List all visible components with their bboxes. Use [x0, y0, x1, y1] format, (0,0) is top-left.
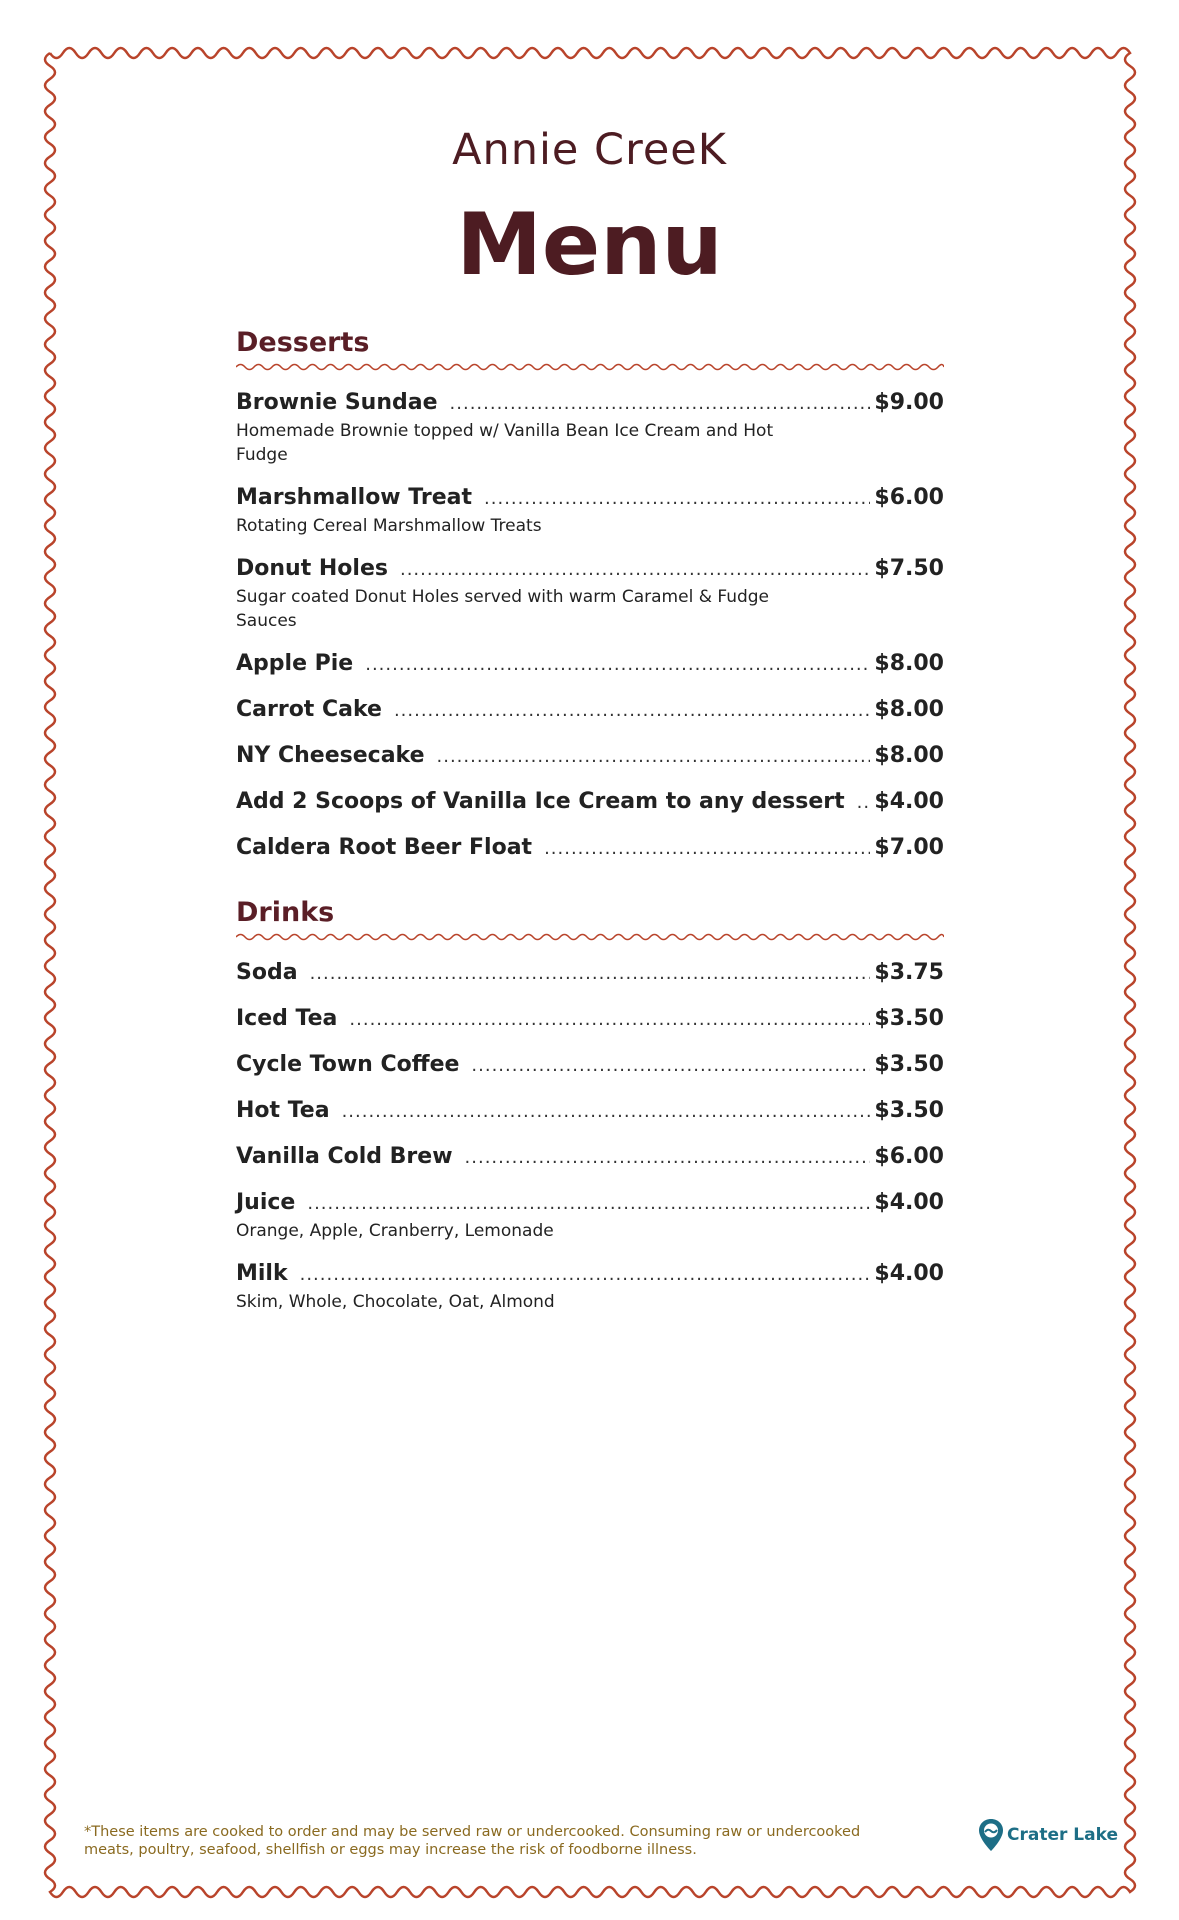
menu-item	[236, 484, 944, 538]
section-divider	[236, 931, 944, 943]
menu-item-name: Carrot Cake	[236, 697, 382, 722]
menu-item	[236, 742, 944, 771]
menu-item-line	[236, 696, 944, 725]
menu-item	[236, 788, 944, 817]
menu-item-description: Skim, Whole, Chocolate, Oat, Almond	[236, 1292, 555, 1312]
dot-leader	[394, 697, 870, 725]
menu-item	[236, 555, 944, 633]
drinks-section	[236, 897, 944, 1331]
dot-leader	[437, 743, 871, 771]
dot-leader	[349, 1006, 870, 1034]
section-title-desserts: Desserts	[236, 327, 370, 358]
menu-item-description: Sugar coated Donut Holes served with warm Caramel & Fudge Sauces	[236, 587, 770, 631]
menu-item-name: Brownie Sundae	[236, 390, 438, 415]
dot-leader	[365, 651, 870, 679]
menu-item-name: Cycle Town Coffee	[236, 1052, 460, 1077]
dot-leader	[450, 390, 871, 418]
menu-item-line	[236, 1260, 944, 1289]
menu-item-price: $8.00	[874, 651, 944, 676]
dot-leader	[465, 1144, 871, 1172]
menu-item-price: $3.75	[874, 960, 944, 985]
section-title-drinks: Drinks	[236, 897, 335, 928]
dot-leader	[484, 485, 870, 513]
menu-item	[236, 1260, 944, 1314]
menu-item-price: $4.00	[874, 1261, 944, 1286]
menu-item-price: $7.00	[874, 835, 944, 860]
crater-lake-logo	[978, 1818, 1118, 1852]
menu-item-name: Add 2 Scoops of Vanilla Ice Cream to any dessert	[236, 789, 845, 814]
menu-item-name: Caldera Root Beer Float	[236, 835, 533, 860]
menu-item-price: $8.00	[874, 697, 944, 722]
menu-item	[236, 650, 944, 679]
menu-item-line	[236, 742, 944, 771]
dot-leader	[544, 835, 870, 863]
desserts-section	[236, 327, 944, 880]
menu-item-price: $4.00	[874, 1190, 944, 1215]
menu-item-price: $3.50	[874, 1006, 944, 1031]
menu-item	[236, 1051, 944, 1080]
menu-item	[236, 959, 944, 988]
dot-leader	[300, 1261, 871, 1289]
menu-item-line	[236, 1005, 944, 1034]
menu-item-line	[236, 1189, 944, 1218]
menu-item-line	[236, 959, 944, 988]
dot-leader	[471, 1052, 870, 1080]
menu-item-price: $3.50	[874, 1098, 944, 1123]
menu-item-price: $7.50	[874, 556, 944, 581]
dot-leader	[342, 1098, 871, 1126]
menu-item-price: $9.00	[874, 390, 944, 415]
menu-item	[236, 389, 944, 467]
menu-item-line	[236, 650, 944, 679]
menu-item-line	[236, 1051, 944, 1080]
menu-item	[236, 696, 944, 725]
restaurant-name: Annie CreeK	[452, 125, 727, 175]
menu-item-line	[236, 1097, 944, 1126]
menu-item-name: NY Cheesecake	[236, 743, 425, 768]
logo-text: Crater Lake	[1007, 1825, 1118, 1845]
menu-item	[236, 834, 944, 863]
dot-leader	[310, 960, 871, 988]
menu-item	[236, 1189, 944, 1243]
menu-item-description: Homemade Brownie topped w/ Vanilla Bean Ice Cream and Hot Fudge	[236, 421, 774, 465]
menu-item-name: Hot Tea	[236, 1098, 330, 1123]
menu-item-name: Milk	[236, 1261, 288, 1286]
section-divider	[236, 361, 944, 373]
menu-item-name: Apple Pie	[236, 651, 354, 676]
menu-item	[236, 1097, 944, 1126]
menu-item-name: Soda	[236, 960, 298, 985]
menu-item-line	[236, 1143, 944, 1172]
menu-item-line	[236, 389, 944, 418]
menu-item-price: $6.00	[874, 485, 944, 510]
menu-item-name: Marshmallow Treat	[236, 485, 473, 510]
menu-item-name: Juice	[236, 1190, 296, 1215]
menu-item-price: $8.00	[874, 743, 944, 768]
menu-title: Menu	[456, 195, 723, 295]
menu-item-line	[236, 555, 944, 584]
menu-item-price: $4.00	[874, 789, 944, 814]
menu-item-line	[236, 484, 944, 513]
menu-item-price: $6.00	[874, 1144, 944, 1169]
map-pin-icon	[978, 1818, 1004, 1852]
menu-item-name: Donut Holes	[236, 556, 388, 581]
menu-item	[236, 1005, 944, 1034]
food-safety-disclaimer: *These items are cooked to order and may be served raw or undercooked. Consuming raw or undercooked meats, poultry, seafood, shellfish or eggs may increase the risk of foodborne illness.	[84, 1824, 861, 1858]
menu-item-name: Vanilla Cold Brew	[236, 1144, 453, 1169]
dot-leader	[307, 1190, 870, 1218]
menu-item-description: Rotating Cereal Marshmallow Treats	[236, 516, 542, 536]
menu-item-line	[236, 788, 944, 817]
menu-item-name: Iced Tea	[236, 1006, 338, 1031]
menu-item-description: Orange, Apple, Cranberry, Lemonade	[236, 1221, 554, 1241]
dot-leader	[857, 789, 871, 817]
menu-item-price: $3.50	[874, 1052, 944, 1077]
menu-item	[236, 1143, 944, 1172]
menu-item-line	[236, 834, 944, 863]
dot-leader	[400, 556, 870, 584]
